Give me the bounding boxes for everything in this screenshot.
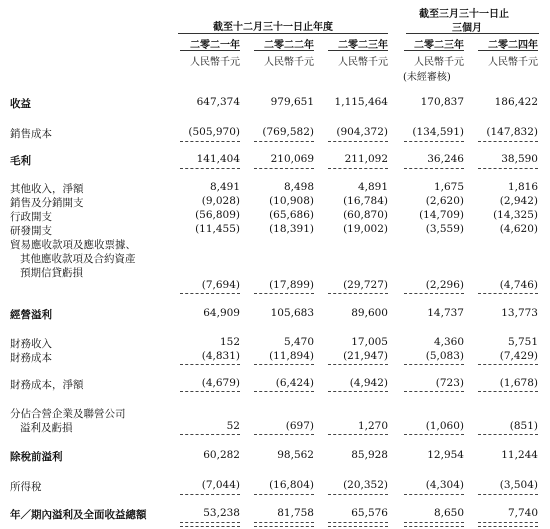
row-other-income-value: 1,675: [433, 181, 464, 193]
row-other-income-label: 其他收入，淨額: [10, 183, 84, 195]
subtotal-rule: [180, 168, 240, 169]
row-finance-costs-net-value: (1,678): [499, 377, 538, 389]
row-ecl-value: (7,694): [201, 279, 240, 291]
row-finance-costs-value: (11,894): [269, 350, 314, 362]
total-double-rule: [478, 522, 538, 527]
row-revenue-value: 186,422: [494, 96, 538, 108]
row-operating-profit-value: 14,737: [427, 307, 464, 319]
row-admin-expenses-value: (14,709): [419, 209, 464, 221]
year-rule-3: [328, 50, 388, 51]
row-selling-expenses-value: (2,942): [499, 195, 538, 207]
row-share-jv-value: (1,060): [425, 420, 464, 432]
row-selling-expenses-value: (10,908): [269, 195, 314, 207]
row-revenue-value: 1,115,464: [334, 96, 388, 108]
subtotal-rule: [478, 391, 538, 392]
unit-col-2: 人民幣千元: [264, 57, 314, 68]
year-col-3: 二零二三年: [338, 40, 388, 51]
subtotal-rule: [254, 168, 314, 169]
subtotal-rule: [478, 168, 538, 169]
row-finance-costs-net-value: (4,942): [349, 377, 388, 389]
subtotal-rule: [254, 391, 314, 392]
subtotal-rule: [180, 434, 240, 435]
row-selling-expenses-label: 銷售及分銷開支: [10, 197, 84, 209]
row-share-jv-label-line2: 溢利及虧損: [20, 422, 73, 434]
header-group2-title-line1: 截至三月三十一日止: [419, 9, 509, 20]
row-income-tax-label: 所得稅: [10, 481, 42, 493]
row-revenue-value: 170,837: [420, 96, 464, 108]
row-ecl-value: (17,899): [269, 279, 314, 291]
subtotal-rule: [404, 391, 464, 392]
row-gross-profit-value: 211,092: [344, 153, 388, 165]
row-operating-profit-value: 13,773: [501, 307, 538, 319]
row-operating-profit-label: 經營溢利: [10, 309, 52, 321]
total-double-rule: [180, 522, 240, 527]
row-ecl-label-line3: 預期信貸虧損: [20, 267, 83, 279]
row-income-tax-value: (16,804): [269, 479, 314, 491]
row-admin-expenses-value: (65,686): [269, 209, 314, 221]
row-cost-of-sales-value: (505,970): [188, 126, 240, 138]
row-total-comprehensive-income-value: 8,650: [433, 507, 464, 519]
unit-col-3: 人民幣千元: [338, 57, 388, 68]
header-group1-title: 截至十二月三十一日止年度: [213, 22, 333, 33]
subtotal-rule: [328, 168, 388, 169]
row-admin-expenses-value: (14,325): [493, 209, 538, 221]
year-rule-2: [254, 50, 314, 51]
row-profit-before-tax-label: 除稅前溢利: [10, 451, 63, 463]
row-other-income-value: 8,498: [283, 181, 314, 193]
row-ecl-label-line2: 其他應收款項及合約資產: [20, 253, 136, 265]
subtotal-rule: [254, 141, 314, 142]
row-income-tax-value: (20,352): [343, 479, 388, 491]
year-rule-4: [404, 50, 464, 51]
row-share-jv-label-line1: 分佔合營企業及聯營公司: [10, 408, 126, 420]
row-other-income-value: 1,816: [507, 181, 538, 193]
subtotal-rule: [478, 141, 538, 142]
year-rule-5: [478, 50, 538, 51]
subtotal-rule: [180, 293, 240, 294]
subtotal-rule: [180, 141, 240, 142]
row-selling-expenses-value: (2,620): [425, 195, 464, 207]
row-rnd-expenses-value: (19,002): [343, 223, 388, 235]
subtotal-rule: [180, 391, 240, 392]
row-gross-profit-value: 36,246: [427, 153, 464, 165]
row-rnd-expenses-value: (3,559): [425, 223, 464, 235]
row-total-comprehensive-income-label: 年／期內溢利及全面收益總額: [10, 509, 147, 521]
row-share-jv-value: (697): [285, 420, 314, 432]
row-ecl-value: (2,296): [425, 279, 464, 291]
row-rnd-expenses-label: 研發開支: [10, 225, 52, 237]
row-ecl-value: (4,746): [499, 279, 538, 291]
subtotal-rule: [328, 293, 388, 294]
row-cost-of-sales-value: (147,832): [486, 126, 538, 138]
row-cost-of-sales-value: (134,591): [412, 126, 464, 138]
year-col-4: 二零二三年: [414, 40, 464, 51]
row-cost-of-sales-value: (904,372): [336, 126, 388, 138]
unit-col-1: 人民幣千元: [190, 57, 240, 68]
row-revenue-value: 647,374: [196, 96, 240, 108]
row-cost-of-sales-value: (769,582): [262, 126, 314, 138]
row-share-jv-value: (851): [509, 420, 538, 432]
row-income-tax-value: (4,304): [425, 479, 464, 491]
row-total-comprehensive-income-value: 53,238: [203, 507, 240, 519]
row-finance-income-value: 5,751: [507, 336, 538, 348]
row-finance-costs-value: (7,429): [499, 350, 538, 362]
row-finance-income-label: 財務收入: [10, 338, 52, 350]
row-admin-expenses-value: (56,809): [195, 209, 240, 221]
subtotal-rule: [328, 141, 388, 142]
row-selling-expenses-value: (9,028): [201, 195, 240, 207]
subtotal-rule: [328, 391, 388, 392]
row-profit-before-tax-value: 60,282: [203, 449, 240, 461]
row-operating-profit-value: 89,600: [351, 307, 388, 319]
row-cost-of-sales-label: 銷售成本: [10, 128, 52, 140]
year-col-2: 二零二二年: [264, 40, 314, 51]
row-finance-income-value: 4,360: [433, 336, 464, 348]
row-gross-profit-value: 141,404: [196, 153, 240, 165]
row-finance-costs-label: 財務成本: [10, 352, 52, 364]
row-finance-costs-net-value: (6,424): [275, 377, 314, 389]
unaudited-note: (未經審核): [403, 72, 451, 83]
row-profit-before-tax-value: 12,954: [427, 449, 464, 461]
row-operating-profit-value: 105,683: [270, 307, 314, 319]
subtotal-rule: [478, 434, 538, 435]
row-income-tax-value: (3,504): [499, 479, 538, 491]
year-col-1: 二零二一年: [190, 40, 240, 51]
row-finance-costs-net-value: (4,679): [201, 377, 240, 389]
header-group2-rule: [406, 33, 539, 34]
row-revenue-label: 收益: [10, 98, 31, 110]
row-share-jv-value: 52: [226, 420, 240, 432]
unit-col-5: 人民幣千元: [488, 57, 538, 68]
row-total-comprehensive-income-value: 65,576: [351, 507, 388, 519]
row-finance-costs-value: (21,947): [343, 350, 388, 362]
subtotal-rule: [254, 494, 314, 495]
row-revenue-value: 979,651: [270, 96, 314, 108]
row-total-comprehensive-income-value: 7,740: [507, 507, 538, 519]
subtotal-rule: [180, 494, 240, 495]
total-double-rule: [254, 522, 314, 527]
unit-col-4: 人民幣千元: [414, 57, 464, 68]
subtotal-rule: [478, 293, 538, 294]
row-profit-before-tax-value: 11,244: [501, 449, 538, 461]
subtotal-rule: [478, 494, 538, 495]
row-gross-profit-value: 210,069: [270, 153, 314, 165]
row-rnd-expenses-value: (18,391): [269, 223, 314, 235]
row-finance-income-value: 152: [219, 336, 240, 348]
subtotal-rule: [404, 168, 464, 169]
row-rnd-expenses-value: (4,620): [499, 223, 538, 235]
row-other-income-value: 8,491: [209, 181, 240, 193]
row-gross-profit-label: 毛利: [10, 155, 31, 167]
row-admin-expenses-value: (60,870): [343, 209, 388, 221]
row-finance-income-value: 17,005: [351, 336, 388, 348]
row-ecl-value: (29,727): [343, 279, 388, 291]
row-finance-costs-net-value: (723): [435, 377, 464, 389]
subtotal-rule: [404, 364, 464, 365]
row-gross-profit-value: 38,590: [501, 153, 538, 165]
year-col-5: 二零二四年: [488, 40, 538, 51]
subtotal-rule: [404, 494, 464, 495]
subtotal-rule: [254, 293, 314, 294]
header-group1-rule: [178, 33, 388, 34]
year-rule-1: [180, 50, 240, 51]
row-profit-before-tax-value: 98,562: [277, 449, 314, 461]
row-selling-expenses-value: (16,784): [343, 195, 388, 207]
subtotal-rule: [328, 434, 388, 435]
row-admin-expenses-label: 行政開支: [10, 211, 52, 223]
header-group2-title-line2: 三個月: [452, 23, 482, 34]
row-finance-costs-value: (4,831): [201, 350, 240, 362]
row-income-tax-value: (7,044): [201, 479, 240, 491]
subtotal-rule: [328, 364, 388, 365]
subtotal-rule: [478, 364, 538, 365]
row-total-comprehensive-income-value: 81,758: [277, 507, 314, 519]
row-profit-before-tax-value: 85,928: [351, 449, 388, 461]
row-ecl-label-line1: 貿易應收款項及應收票據、: [10, 239, 136, 251]
subtotal-rule: [254, 364, 314, 365]
subtotal-rule: [180, 364, 240, 365]
row-share-jv-value: 1,270: [357, 420, 388, 432]
row-operating-profit-value: 64,909: [203, 307, 240, 319]
row-rnd-expenses-value: (11,455): [195, 223, 240, 235]
row-finance-costs-net-label: 財務成本，淨額: [10, 379, 84, 391]
row-finance-income-value: 5,470: [283, 336, 314, 348]
subtotal-rule: [328, 494, 388, 495]
subtotal-rule: [404, 293, 464, 294]
row-other-income-value: 4,891: [357, 181, 388, 193]
total-double-rule: [328, 522, 388, 527]
subtotal-rule: [254, 434, 314, 435]
subtotal-rule: [404, 434, 464, 435]
row-finance-costs-value: (5,083): [425, 350, 464, 362]
subtotal-rule: [404, 141, 464, 142]
total-double-rule: [404, 522, 464, 527]
